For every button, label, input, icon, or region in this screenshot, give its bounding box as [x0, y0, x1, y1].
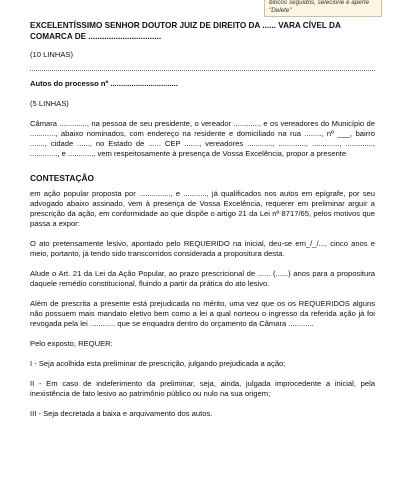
paragraph-merit: Além de prescrita a presente está prejudicada no mérito, uma vez que os os REQUERIDOS alguns não possuem mais mandato eletivo bem como a lei a qual norteou o ingresso da referida ação já foi revogada pela lei ............ que se enquadra dentro do orçamento da Câmara ............	[30, 299, 375, 328]
document-heading: EXCELENTÍSSIMO SENHOR DOUTOR JUIZ DE DIREITO DA ...... VARA CÍVEL DA COMARCA DE ................................	[30, 21, 341, 41]
paragraph-act: O ato pretensamente lesivo, apontado pelo REQUERIDO na inicial, deu-se em_/_/..., cinco anos e meio, portanto, já tendo sido transcorridos considerada a propositura desta.	[30, 239, 375, 258]
tooltip-hint	[264, 0, 382, 17]
separator	[30, 70, 375, 71]
paragraph-parties: Câmara ............., na pessoa de seu presidente, o vereador ............, e os vereadores do Município de ............, abaixo nominados, com endereço na residente e domiciliado na rua ........, nº ___, bairro ......., cidade ......, no Estado de ...... CEP ......., vereadores ............, ............., ............., ............., ............., e ............, vem respeitosamente à presença de Vossa Excelência, propor a presente	[30, 119, 375, 158]
request-item-2: II - Em caso de indeferimento da preliminar, seja, ainda, julgada improcedente a inicial, pela inexistência de fato lesivo ao patrimônio público ou nulo na sua origem;	[30, 379, 375, 398]
request-item-3: III - Seja decretada a baixa e arquivamento dos autos.	[30, 409, 213, 418]
document-page	[30, 20, 375, 429]
request-item-1: I - Seja acolhida esta preliminar de prescrição, julgando prejudicada a ação;	[30, 359, 286, 368]
lines-note-5: (5 LINHAS)	[30, 99, 69, 108]
tooltip-text: blocos seguidos, selecione e aperte "Delete"	[269, 0, 370, 14]
lines-note-10: (10 LINHAS)	[30, 50, 74, 59]
paragraph-intro: em ação popular proposta por ..............., e ..........., já qualificados nos autos em epígrafe, por seu advogado abaixo assinado, vem à presença de Vossa Excelência, requerer em preliminar arguir a prescrição da ação, em conformidade ao que dispõe o artigo 21 da Lei nº 8717/65, pelos motivos que passa a expor:	[30, 189, 375, 228]
paragraph-article: Alude o Art. 21 da Lei da Ação Popular, ao prazo prescricional de ...... (......) anos para a propositura daquele remédio constitucional, fluindo a partir da prática do ato lesivo.	[30, 269, 375, 288]
process-number: Autos do processo nº ................................	[30, 79, 178, 88]
section-title: CONTESTAÇÃO	[30, 173, 95, 183]
paragraph-request: Pelo exposto, REQUER:	[30, 339, 113, 348]
